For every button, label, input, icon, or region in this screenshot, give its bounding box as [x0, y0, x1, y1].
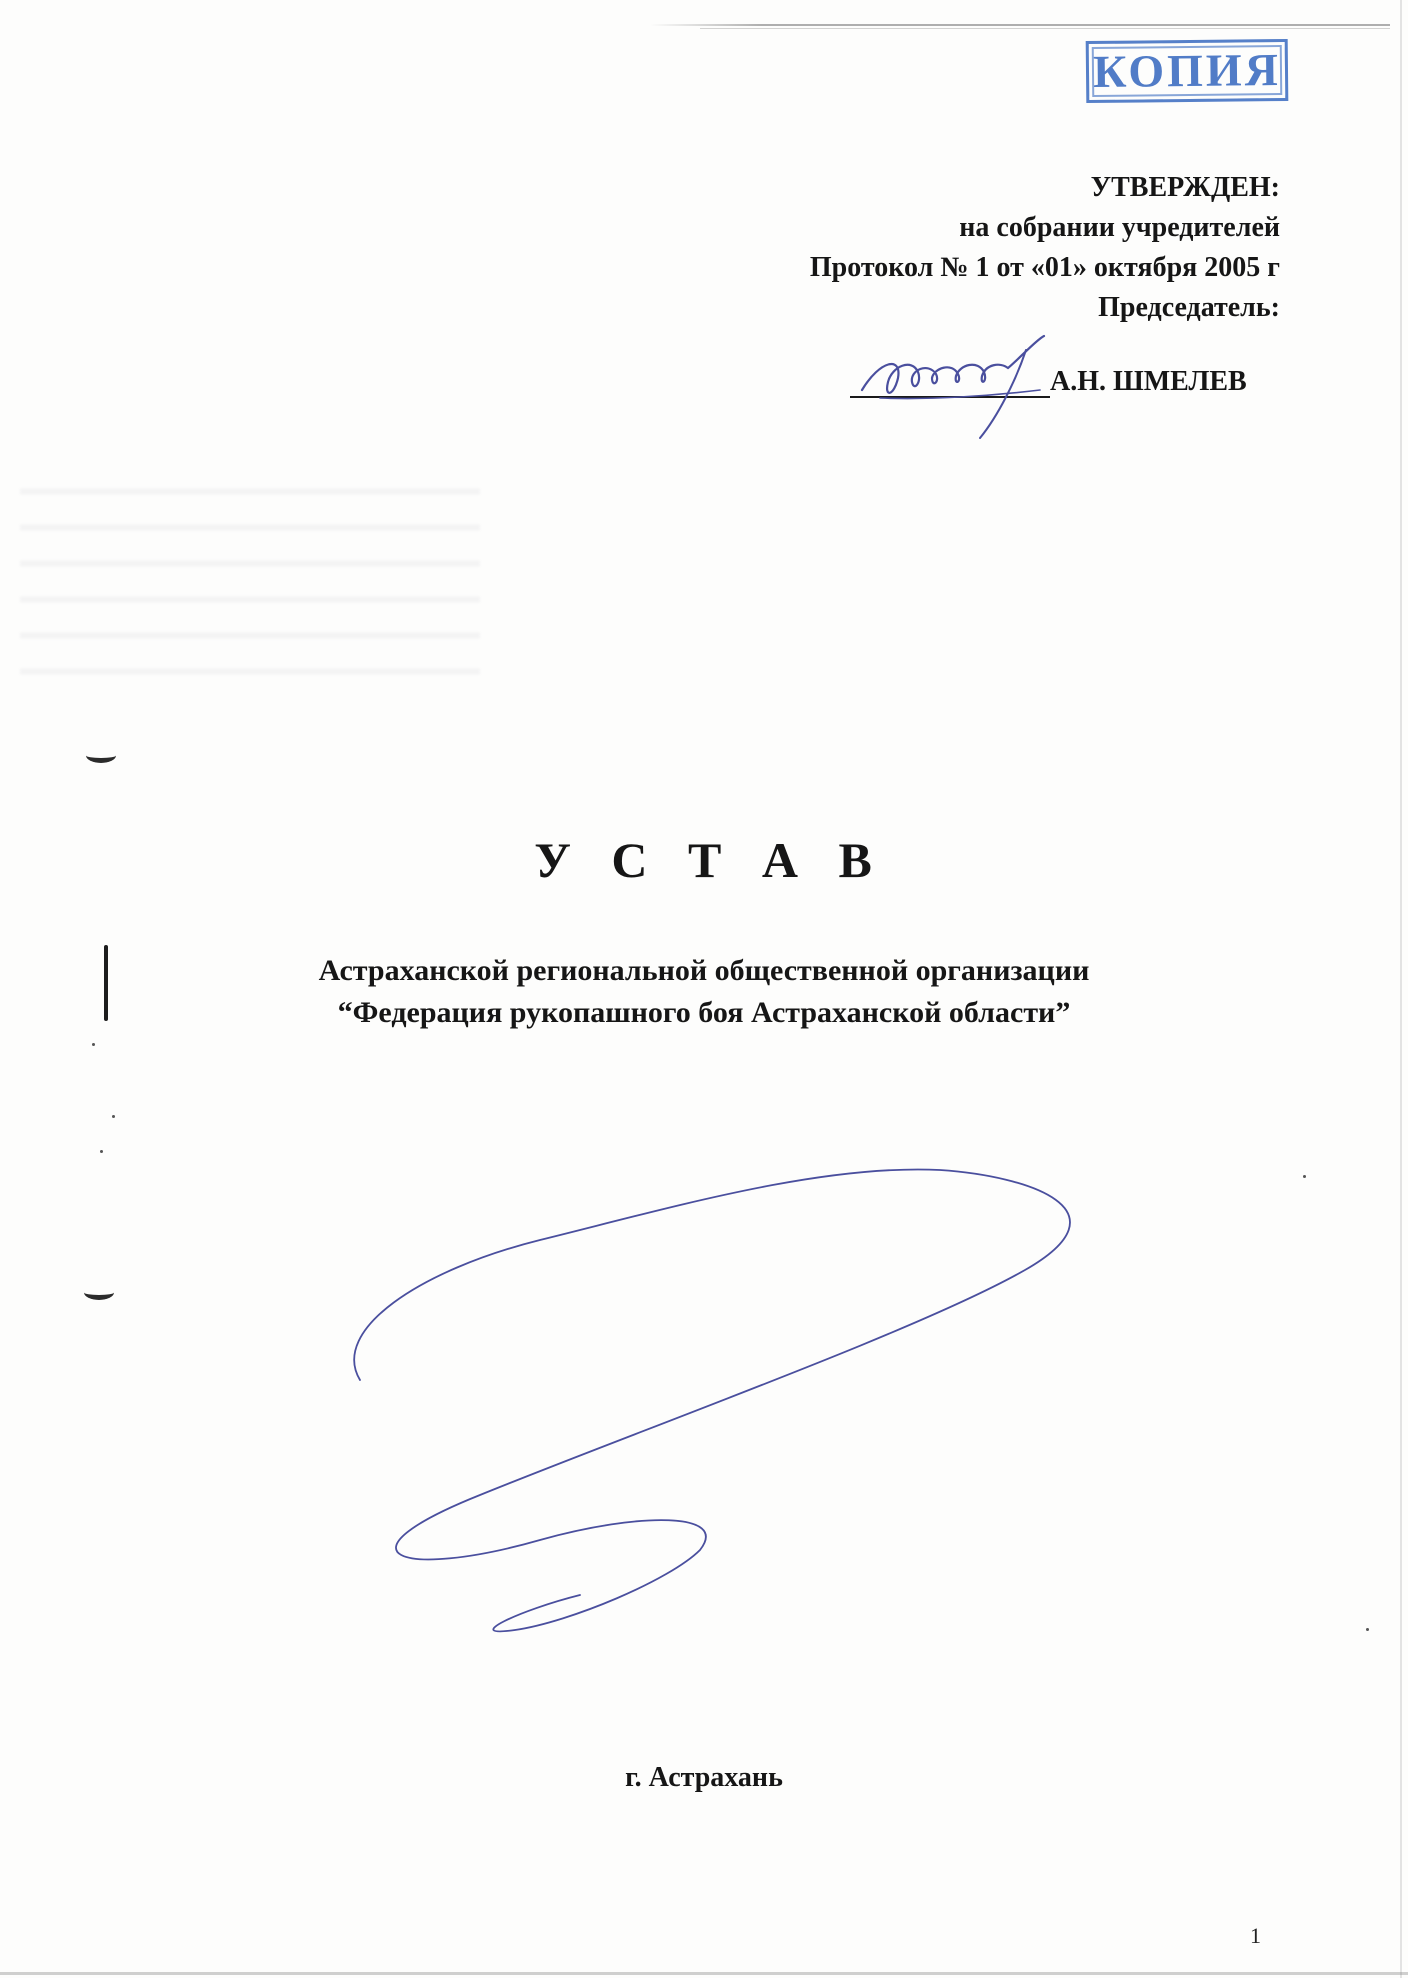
scan-speck	[1303, 1175, 1306, 1178]
protocol-line: Протокол № 1 от «01» октября 2005 г	[809, 252, 1280, 283]
scan-speck	[100, 1150, 103, 1153]
blank-space-scribble	[340, 1150, 1130, 1640]
approved-heading: УТВЕРЖДЕН:	[1090, 172, 1280, 203]
handwritten-signature	[840, 320, 1070, 450]
scan-edge	[0, 1972, 1408, 1975]
scan-speck	[92, 1043, 95, 1046]
meeting-line: на собрании учредителей	[959, 212, 1280, 243]
chairman-label: Председатель:	[1098, 292, 1280, 323]
city-name: г. Астрахань	[625, 1762, 783, 1793]
scan-border-line	[700, 28, 1390, 29]
organization-line-2: “Федерация рукопашного боя Астраханской области”	[337, 996, 1071, 1029]
scan-border-line	[650, 24, 1390, 26]
scan-speck	[1366, 1628, 1369, 1631]
organization-name	[0, 950, 1408, 1034]
copy-stamp	[1086, 39, 1289, 103]
punch-hole-mark	[86, 748, 116, 763]
scan-speck	[112, 1115, 115, 1118]
bleed-through-text	[20, 470, 480, 690]
organization-line-1: Астраханской региональной общественной организации	[318, 954, 1090, 987]
page-number: 1	[1250, 1923, 1261, 1948]
document-title: У С Т А В	[534, 832, 886, 888]
chairman-name: А.Н. ШМЕЛЕВ	[1050, 366, 1247, 397]
approval-block	[810, 168, 1280, 328]
copy-stamp-text: КОПИЯ	[1092, 44, 1282, 97]
punch-hole-mark	[84, 1285, 114, 1300]
